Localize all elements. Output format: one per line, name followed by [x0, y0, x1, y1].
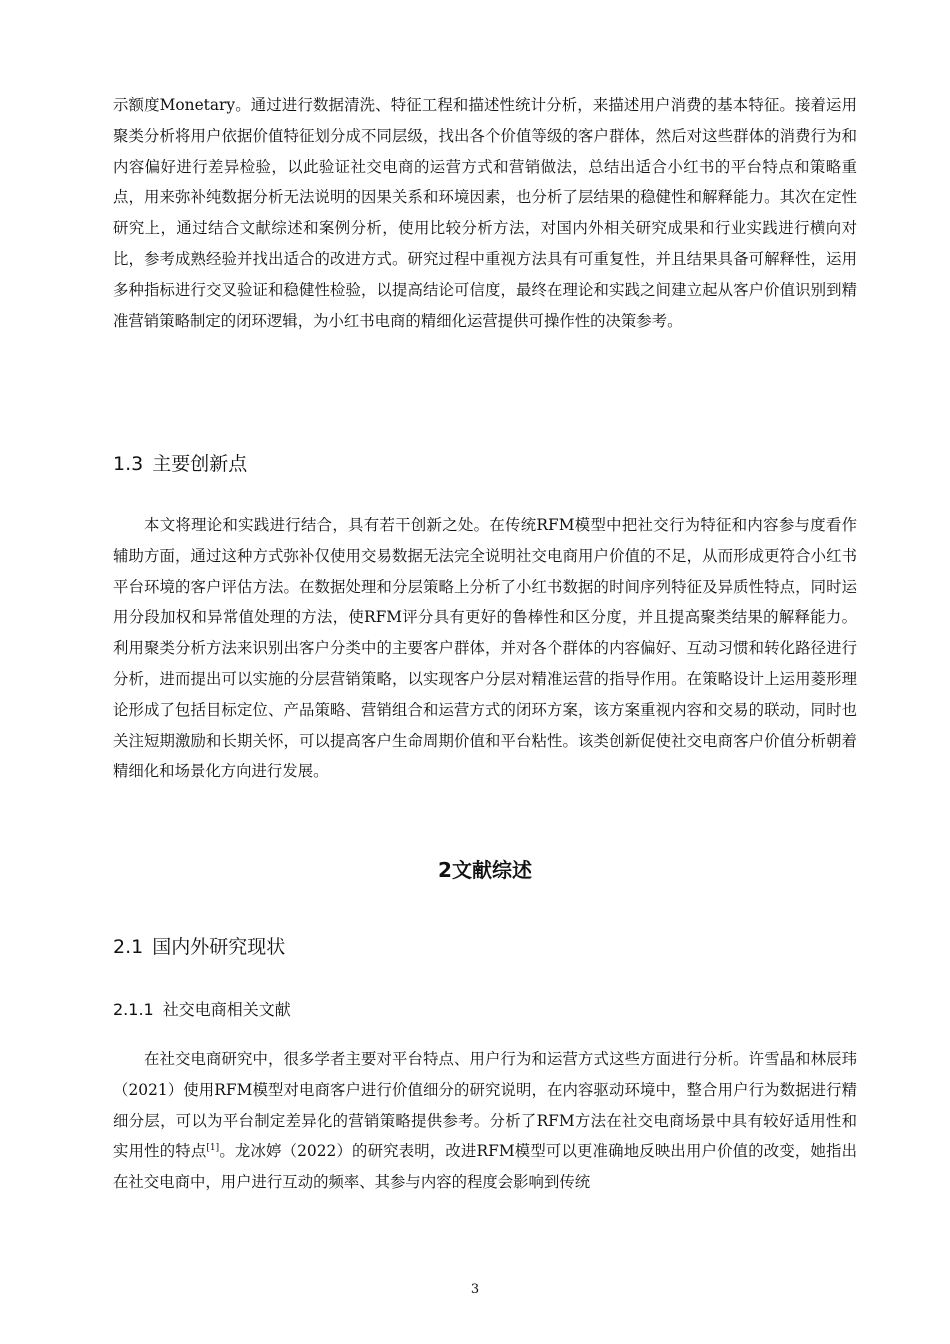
section-2-1-1-title: 社交电商相关文献 [162, 1000, 291, 1019]
section-2-1-heading [113, 933, 285, 961]
section-2-1-title: 国内外研究现状 [152, 936, 286, 958]
section-1-3-title: 主要创新点 [152, 453, 248, 475]
section-2-1-number: 2.1 [113, 936, 144, 958]
chapter-2-title: 2文献综述 [438, 858, 532, 882]
section-1-3-number: 1.3 [113, 453, 144, 475]
section-1-2-continuation-paragraph: 示额度Monetary。通过进行数据清洗、特征工程和描述性统计分析，来描述用户消费的基本特征。接着运用聚类分析将用户依据价值特征划分成不同层级，找出各个价值等级的客户群体，然后对这些群体的消费行为和内容偏好进行差异检验，以此验证社交电商的运营方式和营销做法，总结出适合小红书的平台特点和策略重点，用来弥补纯数据分析无法说明的因果关系和环境因素，也分析了层结果的稳健性和解释能力。其次在定性研究上，通过结合文献综述和案例分析，使用比较分析方法，对国内外相关研究成果和行业实践进行横向对比，参考成熟经验并找出适合的改进方式。研究过程中重视方法具有可重复性，并且结果具备可解释性，运用多种指标进行交叉验证和稳健性检验，以提高结论可信度，最终在理论和实践之间建立起从客户价值识别到精准营销策略制定的闭环逻辑，为小红书电商的精细化运营提供可操作性的决策参考。 [113, 96, 857, 330]
paragraph-text-part-2: 。龙冰婷（2022）的研究表明，改进RFM模型可以更准确地反映出用户价值的改变，她指出在社交电商中，用户进行互动的频率、其参与内容的程度会影响到传统 [113, 1142, 857, 1192]
section-2-1-1-number: 2.1.1 [113, 1000, 154, 1019]
citation-reference: [1] [206, 1143, 220, 1154]
paragraph-text-part-1: 在社交电商研究中，很多学者主要对平台特点、用户行为和运营方式这些方面进行分析。许雪晶和林辰玮（2021）使用RFM模型对电商客户进行价值细分的研究说明，在内容驱动环境中，整合用户行为数据进行精细分层，可以为平台制定差异化的营销策略提供参考。分析了RFM方法在社交电商场景中具有较好适用性和实用性的特点 [113, 1050, 857, 1161]
section-1-3-heading [113, 450, 247, 478]
section-2-1-1-heading [113, 997, 291, 1023]
page-number: 3 [470, 1282, 480, 1297]
section-1-3-paragraph: 本文将理论和实践进行结合，具有若干创新之处。在传统RFM模型中把社交行为特征和内容参与度看作辅助方面，通过这种方式弥补仅使用交易数据无法完全说明社交电商用户价值的不足，从而形成更符合小红书平台环境的客户评估方法。在数据处理和分层策略上分析了小红书数据的时间序列特征及异质性特点，同时运用分段加权和异常值处理的方法，使RFM评分具有更好的鲁棒性和区分度，并且提高聚类结果的解释能力。利用聚类分析方法来识别出客户分类中的主要客户群体，并对各个群体的内容偏好、互动习惯和转化路径进行分析，进而提出可以实施的分层营销策略，以实现客户分层对精准运营的指导作用。在策略设计上运用菱形理论形成了包括目标定位、产品策略、营销组合和运营方式的闭环方案，该方案重视内容和交易的联动，同时也关注短期激励和长期关怀，可以提高客户生命周期价值和平台粘性。该类创新促使社交电商客户价值分析朝着精细化和场景化方向进行发展。 [113, 516, 857, 781]
section-2-1-1-paragraph [113, 1044, 857, 1198]
